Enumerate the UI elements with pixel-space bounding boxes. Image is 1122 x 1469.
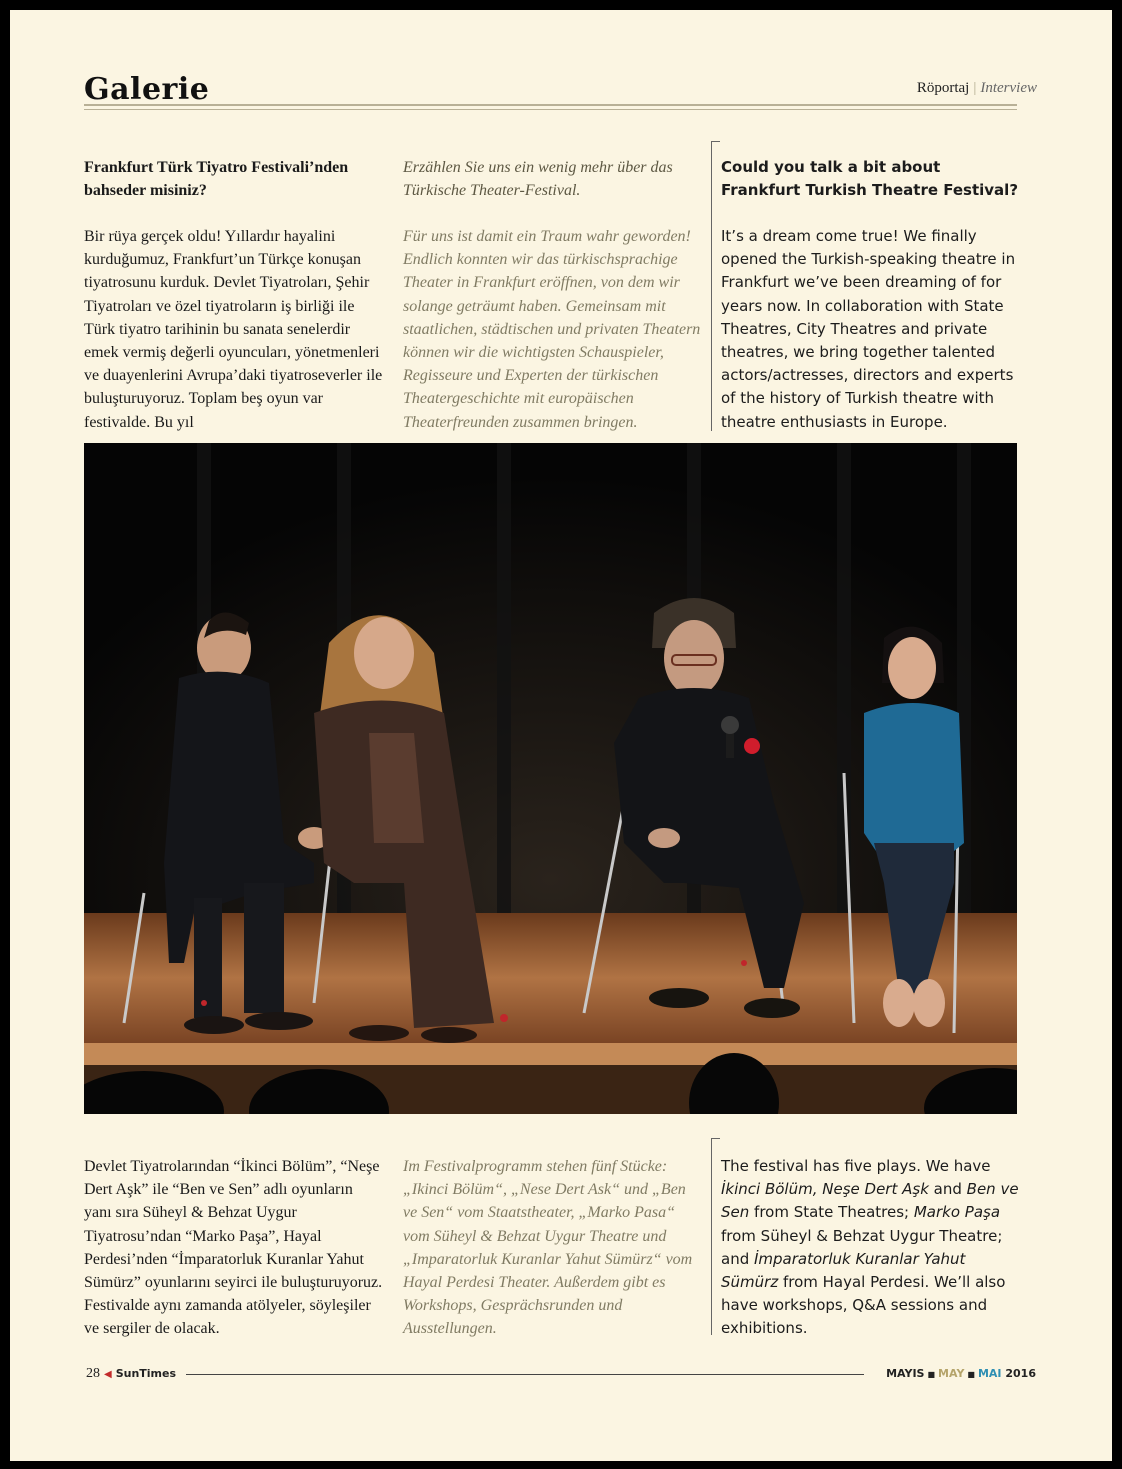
question-german: Erzählen Sie uns ein wenig mehr über das Türkische Theater-Festival.: [403, 159, 673, 199]
triangle-left-icon: ◀: [104, 1369, 112, 1380]
magazine-name: SunTimes: [115, 1367, 177, 1380]
english-text: from State Theatres;: [749, 1203, 914, 1222]
page-number: 28: [86, 1366, 100, 1381]
answer-german: Für uns ist damit ein Traum wahr geworden! Endlich konnten wir das türkischsprachige Theater in Frankfurt eröffnen, von dem wir solange geträumt haben. Gemeinsam mit staatlichen, städtischen und privaten Theatern können wir die wichtigsten Schauspieler, Regisseure und Experten der türkischen Theatergeschichte mit europäischen Theaterfreunden zusammen bringen.: [403, 228, 701, 431]
english-bracket-bottom: [711, 1138, 720, 1335]
play-title: Ben ve Sen: [721, 1180, 1019, 1222]
month-tr: MAYIS: [886, 1367, 925, 1380]
english-text: and: [928, 1180, 967, 1199]
answer-turkish: Bir rüya gerçek oldu! Yıllardır hayalini kurduğumuz, Frankfurt’un Türkçe konuşan tiyatrosunu kurduk. Devlet Tiyatroları, Şehir Tiyatroları ve özel tiyatroların iş birliği ile Türk tiyatro tarihinin bu sanata senelerdir emek vermiş değerli oyuncuları, yönetmenleri ve duayenlerini Avrupa’daki tiyatroseverler ile buluşturuyoruz. Toplam beş oyun var festivalde. Bu yıl: [84, 228, 383, 431]
question-english: Could you talk a bit about Frankfurt Turkish Theatre Festival?: [721, 158, 1019, 199]
month-en: MAY: [938, 1367, 965, 1380]
column-german-bottom: Im Festivalprogramm stehen fünf Stücke: „Ikinci Bölüm“, „Nese Dert Ask“ und „Ben ve Sen“ vom Staatstheater, „Marko Pasa“ vom Süheyl & Behzat Uygur Theatre und „Imparatorluk Kuranlar Yahut Sümürz“ vom Hayal Perdesi Theater. Außerdem gibt es Workshops, Gesprächsrunden und Ausstellungen.: [403, 1158, 693, 1338]
header-rule: [84, 104, 1017, 106]
column-english-bottom: [721, 1155, 1021, 1341]
play-title: İkinci Bölüm, Neşe Dert Aşk: [721, 1180, 929, 1199]
english-bracket: [711, 141, 720, 431]
column-turkish-bottom: Devlet Tiyatrolarından “İkinci Bölüm”, “Neşe Dert Aşk” ile “Ben ve Sen” adlı oyunların yanı sıra Süheyl & Behzat Uygur Tiyatrosu’ndan “Marko Paşa”, Hayal Perdesi’nden “İmparatorluk Kuranlar Yahut Sümürz” oyunlarını seyirci ile buluşturuyoruz. Festivalde aynı zamanda atölyeler, söyleşiler ve sergiler de olacak.: [84, 1158, 383, 1338]
square-bullet-icon: ■: [927, 1370, 936, 1379]
footer-page-info: [86, 1366, 176, 1382]
section-brand: Galerie: [84, 72, 210, 107]
footer-date: [886, 1367, 1036, 1380]
column-german-top: [403, 156, 703, 434]
stage-photo: [84, 443, 1017, 1114]
play-title: İmparatorluk Kuranlar Yahut Sümürz: [721, 1249, 966, 1292]
month-de: MAI: [977, 1367, 1002, 1380]
column-turkish-top: [84, 156, 384, 434]
section-label-en: Interview: [980, 80, 1037, 96]
section-separator: |: [973, 80, 977, 96]
header-rule-thin: [84, 109, 1017, 110]
footer-rule: [186, 1374, 864, 1375]
column-english-top: [721, 156, 1021, 434]
square-bullet-icon: ■: [967, 1370, 975, 1379]
question-turkish: Frankfurt Türk Tiyatro Festivali’nden bahseder misiniz?: [84, 159, 349, 199]
section-label-tr: Röportaj: [916, 80, 970, 96]
english-text: from Hayal Perdesi. We’ll also have workshops, Q&A sessions and exhibitions.: [721, 1273, 1006, 1338]
play-title: Marko Paşa: [913, 1203, 1001, 1222]
english-text: from Süheyl & Behzat Uygur Theatre; and: [721, 1226, 1003, 1268]
answer-english: It’s a dream come true! We finally opened the Turkish-speaking theatre in Frankfurt we’ve been dreaming of for years now. In collaboration with State Theatres, City Theatres and private theatres, we bring together talented actors/actresses, directors and experts of the history of Turkish theatre with theatre enthusiasts in Europe.: [721, 227, 1016, 431]
year: 2016: [1005, 1367, 1036, 1380]
english-text: The festival has five plays. We have: [721, 1157, 991, 1175]
section-label: [917, 80, 1037, 97]
